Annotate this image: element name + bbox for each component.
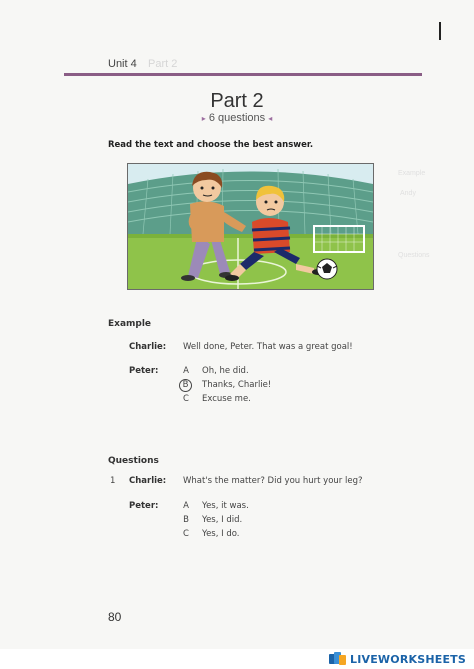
example-option-text: Oh, he did. [202, 366, 249, 376]
triangle-right-icon: ▸ [201, 114, 206, 123]
example-option-letter: C [183, 394, 189, 404]
example-option-text: Thanks, Charlie! [202, 380, 272, 390]
example-prompt-speaker: Charlie: [129, 342, 167, 352]
liveworksheets-icon [329, 652, 347, 666]
show-through-text: Questions [398, 252, 430, 259]
part-title: Part 2 [210, 90, 264, 112]
instruction-text: Read the text and choose the best answer. [108, 140, 314, 150]
triangle-left-icon: ◂ [268, 114, 273, 123]
example-response-speaker: Peter: [129, 366, 159, 376]
example-option-text: Excuse me. [202, 394, 251, 404]
brand-name: LIVEWORKSHEETS [350, 652, 466, 666]
show-through-text: Example [398, 170, 426, 177]
page-number: 80 [108, 610, 122, 624]
question-count: 6 questions [208, 112, 266, 124]
soccer-ball [317, 259, 337, 279]
question-response-speaker: Peter: [129, 501, 159, 511]
header-rule [64, 73, 422, 76]
question-option-text[interactable]: Yes, I did. [202, 515, 243, 525]
show-through-text: Andy [400, 190, 416, 197]
example-option-letter: A [183, 366, 189, 376]
questions-heading: Questions [108, 456, 159, 466]
question-option-c[interactable]: C [183, 529, 189, 539]
question-option-text[interactable]: Yes, I do. [202, 529, 240, 539]
footer-bar [0, 649, 474, 669]
question-number: 1 [110, 476, 116, 486]
show-through-text: Part 2 [148, 58, 178, 70]
example-answer-circled: B [179, 379, 192, 392]
part-subtitle [0, 112, 474, 124]
unit-label: Unit 4 [108, 58, 137, 70]
question-option-text[interactable]: Yes, it was. [202, 501, 249, 511]
football-illustration [127, 163, 374, 290]
question-prompt-speaker: Charlie: [129, 476, 167, 486]
question-option-b[interactable]: B [183, 515, 189, 525]
page-edge-mark [439, 22, 441, 40]
question-prompt-text: What's the matter? Did you hurt your leg? [183, 476, 363, 486]
liveworksheets-logo[interactable] [329, 651, 466, 667]
example-heading: Example [108, 319, 152, 329]
example-prompt-text: Well done, Peter. That was a great goal! [183, 342, 353, 352]
question-option-a[interactable]: A [183, 501, 189, 511]
